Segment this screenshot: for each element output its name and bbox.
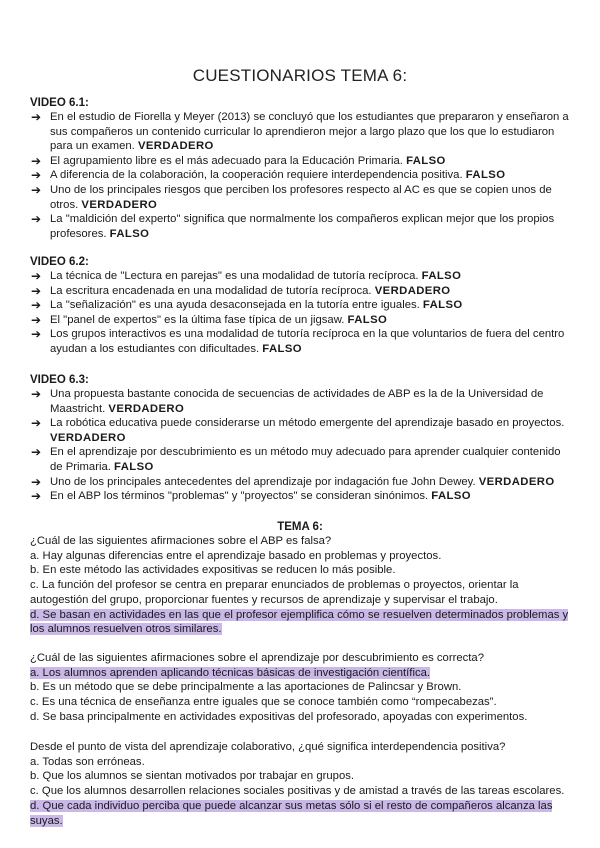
arrow-right-icon: ➔: [31, 474, 42, 489]
statement-list-video-6-3: [30, 387, 575, 504]
section-heading-video-6-1: VIDEO 6.1:: [30, 97, 89, 109]
answer-label: FALSO: [465, 169, 506, 182]
quiz-question-1: [30, 534, 575, 637]
answer-option-correct: d. Que cada individuo perciba que puede alcanzar sus metas sólo si el resto de compañeros alcanza las suyas.: [30, 799, 553, 827]
arrow-right-icon: ➔: [31, 212, 42, 227]
answer-option: c. Es una técnica de enseñanza entre iguales que se conoce también como “rompecabezas”.: [30, 696, 497, 709]
arrow-right-icon: ➔: [31, 312, 42, 327]
statement-item: ➔ La "señalización" es una ayuda desaconsejada en la tutoría entre iguales. FALSO: [31, 298, 463, 313]
statement-item: ➔ A diferencia de la colaboración, la cooperación requiere interdependencia positiva. FALSO: [31, 168, 506, 183]
answer-option-correct: a. Los alumnos aprenden aplicando técnicas básicas de investigación científica.: [30, 666, 431, 679]
answer-label: VERDADERO: [137, 140, 214, 153]
answer-option: c. Que los alumnos desarrollen relaciones sociales positivas y de amistad a través de las tareas escolares.: [30, 785, 565, 798]
arrow-right-icon: ➔: [31, 182, 42, 197]
statement-item: ➔ El "panel de expertos" es la última fase típica de un jigsaw. FALSO: [31, 312, 388, 327]
answer-label: FALSO: [421, 270, 462, 282]
statement-item: ➔ Los grupos interactivos es una modalidad de tutoría recíproca en la que voluntarios de fuera del centro ayudan a los estudiantes con dificultades. FALSO: [31, 327, 565, 355]
quiz-question-3: [30, 740, 575, 828]
answer-option: b. En este método las actividades expositivas se reducen lo más posible.: [30, 564, 396, 577]
answer-label: FALSO: [114, 460, 154, 473]
answer-label: FALSO: [406, 154, 446, 167]
statement-item: ➔ La "maldición del experto" significa que normalmente los compañeros explican mejor que los propios profesores. FALSO: [31, 212, 555, 240]
arrow-right-icon: ➔: [31, 283, 42, 298]
tema6-heading: TEMA 6:: [277, 521, 323, 533]
statement-item: ➔ Uno de los principales riesgos que perciben los profesores respecto al AC es que se copien unos de otros. VERDADERO: [31, 182, 552, 211]
statement-item: ➔ Uno de los principales antecedentes del aprendizaje por indagación fue John Dewey. VERDADERO: [31, 474, 555, 489]
answer-option: a. Todas son erróneas.: [30, 755, 145, 768]
answer-option-correct: d. Se basan en actividades en las que el profesor ejemplifica cómo se resuelven determinados problemas y los alumnos resuelven otros similares.: [30, 608, 569, 636]
statement-item: ➔ Una propuesta bastante conocida de secuencias de actividades de ABP es la de la Universidad de Maastricht. VERDADERO: [31, 387, 544, 415]
answer-label: FALSO: [347, 313, 388, 326]
arrow-right-icon: ➔: [31, 387, 42, 401]
statement-list-video-6-2: [30, 269, 575, 357]
arrow-right-icon: ➔: [31, 416, 42, 431]
answer-label: VERDADERO: [50, 431, 126, 444]
answer-option: d. Se basa principalmente en actividades expositivas del profesorado, apoyadas con experimentos.: [30, 710, 528, 723]
answer-option: b. Que los alumnos se sientan motivados por trabajar en grupos.: [30, 770, 355, 783]
question-text: ¿Cuál de las siguientes afirmaciones sobre el ABP es falsa?: [30, 535, 332, 547]
arrow-right-icon: ➔: [31, 153, 42, 168]
answer-option: b. Es un método que se debe principalmente a las aportaciones de Palincsar y Brown.: [30, 681, 462, 694]
answer-option: a. Hay algunas diferencias entre el aprendizaje basado en problemas y proyectos.: [30, 549, 442, 562]
answer-label: VERDADERO: [81, 198, 158, 211]
arrow-right-icon: ➔: [31, 327, 42, 342]
arrow-right-icon: ➔: [31, 445, 42, 460]
question-text: ¿Cuál de las siguientes afirmaciones sobre el aprendizaje por descubrimiento es correcta?: [30, 652, 484, 664]
page-title: CUESTIONARIOS TEMA 6:: [192, 66, 408, 85]
answer-label: VERDADERO: [374, 284, 451, 297]
section-heading-video-6-2: VIDEO 6.2:: [30, 256, 89, 268]
question-text: Desde el punto de vista del aprendizaje colaborativo, ¿qué significa interdependencia positiva?: [30, 741, 506, 753]
statement-list-video-6-1: [30, 110, 575, 241]
arrow-right-icon: ➔: [31, 298, 42, 313]
statement-item: ➔ La robótica educativa puede considerarse un método emergente del aprendizaje basado en proyectos. VERDADERO: [31, 416, 565, 444]
section-heading-video-6-3: VIDEO 6.3:: [30, 374, 89, 386]
statement-item: ➔ En el aprendizaje por descubrimiento es un método muy adecuado para aprender cualquier contenido de Primaria. FALSO: [31, 445, 561, 473]
statement-item: ➔ En el ABP los términos "problemas" y "proyectos" se consideran sinónimos. FALSO: [31, 489, 471, 504]
answer-label: FALSO: [422, 299, 463, 312]
statement-item: ➔ El agrupamiento libre es el más adecuado para la Educación Primaria. FALSO: [31, 153, 446, 168]
answer-label: FALSO: [431, 490, 471, 503]
quiz-question-2: [30, 651, 575, 725]
arrow-right-icon: ➔: [31, 269, 42, 283]
answer-option: c. La función del profesor se centra en preparar enunciados de problemas o proyectos, orientar la autogestión del grupo, proporcionar fuentes y recursos de aprendizaje y supervisar el trabajo.: [30, 579, 519, 606]
answer-label: FALSO: [262, 342, 302, 355]
answer-label: VERDADERO: [108, 402, 185, 415]
arrow-right-icon: ➔: [31, 168, 42, 183]
arrow-right-icon: ➔: [31, 110, 42, 124]
answer-label: VERDADERO: [478, 475, 555, 488]
statement-item: ➔ En el estudio de Fiorella y Meyer (2013) se concluyó que los estudiantes que prepararon y enseñaron a sus compañeros un contenido curricular lo aprendieron mejor a largo plazo que los que lo estudiaron para un examen. VERDADERO: [31, 110, 569, 153]
arrow-right-icon: ➔: [31, 489, 42, 504]
answer-label: FALSO: [109, 227, 150, 240]
statement-item: ➔ La escritura encadenada en una modalidad de tutoría recíproca. VERDADERO: [31, 283, 451, 298]
statement-item: ➔ La técnica de "Lectura en parejas" es una modalidad de tutoría recíproca. FALSO: [31, 269, 462, 283]
